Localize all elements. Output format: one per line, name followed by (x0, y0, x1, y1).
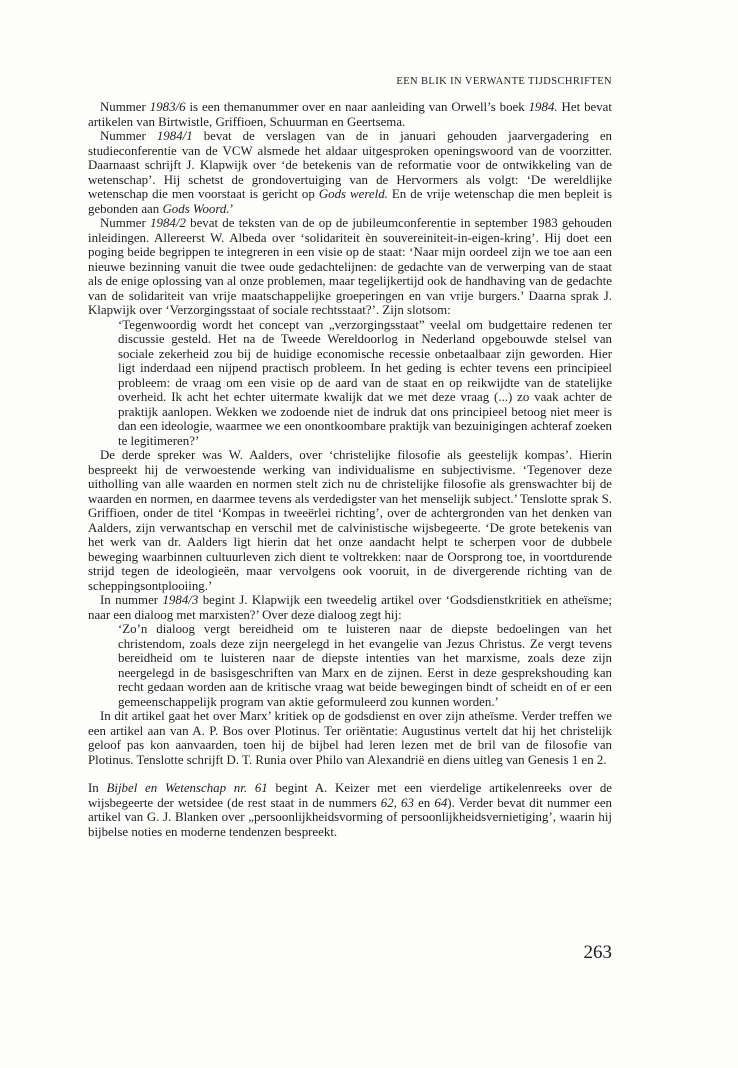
block-quote-klapwijk: ‘Tegenwoordig wordt het concept van „verzorgingsstaat” veelal om budgettaire redenen ter discussie gesteld. Het na de Tweede Wereldoorlog in Nederland opgebouwde stelsel van sociale zekerheid zou bij de huidige economische recessie onbetaalbaar zijn geworden. Hier ligt inderdaad een nijpend practisch probleem. In het geding is echter tevens een principieel probleem: de vraag om een visie op de aard van de staat en op reikwijdte van de statelijke overheid. Ik acht het echter uitermate kwalijk dat we met deze vraag (...) zo vaak achter de praktijk aanlopen. Wekken we zodoende niet de indruk dat ons principieel betoog niet meer is dan een ideologie, waarmee we een onontkoombare praktijk van bezuinigingen achteraf zoeken te legitimeren?’ (118, 317, 612, 448)
paragraph-aalders-griffioen: De derde spreker was W. Aalders, over ‘christelijke filosofie als geestelijk kompas’. Hierin bespreekt hij de verwoestende werking van individualisme en subjectivisme. ‘Tegenover deze uitholling van alle waarden en normen stelt zich nu de christelijke filosofie als grenswachter bij de waarden en normen, en daarmee tevens als verdedigster van het menselijk subject.’ Tenslotte sprak S. Griffioen, onder de titel ‘Kompas in tweeërlei richting’, over de achtergronden van het denken van Aalders, zijn verwantschap en verschil met de calvinistische wijsbegeerte. ‘De grote betekenis van het werk van dr. Aalders ligt hierin dat het onze aandacht helpt te scherpen voor de dubbele beweging waarbinnen cultuurleven zich dient te voltrekken: naar de Oorsprong toe, in voortdurende strijd tegen de ideologieën, maar vervolgens ook vooruit, in de divergerende richting van de scheppingsontplooiing.’ (88, 448, 612, 593)
section-gap (88, 767, 612, 781)
paragraph-nummer-1984-2: Nummer 1984/2 bevat de teksten van de op de jubileumconferentie in september 1983 gehouden inleidingen. Allereerst W. Albeda over ‘solidariteit èn souvereiniteit-in-eigen-kring’. Hij doet een poging beide begrippen te integreren in een visie op de staat: ‘Naar mijn oordeel zijn we toe aan een nieuwe bezinning vanuit die twee oude gedachtelijnen: de gedachte van de verwerping van de staat als de enige oplossing van al onze problemen, maar tegelijkertijd ook de handhaving van de gedachte van de solidariteit van vrije maatschappelijke groeperingen en van vrije burgers.’ Daarna sprak J. Klapwijk over ‘Verzorgingsstaat of sociale rechtsstaat?’. Zijn slotsom: (88, 216, 613, 317)
block-quote-dialoog: ‘Zo’n dialoog vergt bereidheid om te luisteren naar de diepste bedoelingen van het christendom, zoals deze zijn neergelegd in het evangelie van Jezus Christus. Ze vergt tevens bereidheid om te luisteren naar de diepste intenties van het marxisme, zoals deze zijn neergelegd in de basisgeschriften van Marx en de zijnen. Eerst in deze gesprekshouding kan recht gedaan worden aan de kritische vraag wat beide bewegingen bindt of scheidt en of er een gemeenschappelijk program van aktie geformuleerd zou kunnen worden.’ (118, 622, 612, 709)
body-text (88, 100, 612, 839)
paragraph-marx-plotinus: In dit artikel gaat het over Marx’ kritiek op de godsdienst en over zijn atheïsme. Verder treffen we een artikel aan van A. P. Bos over Plotinus. Ter oriëntatie: Augustinus vertelt dat hij het christelijk geloof pas kon aanvaarden, toen hij de bijbel had leren lezen met de bril van de filosofie van Plotinus. Tenslotte schrijft D. T. Runia over Philo van Alexandrië en diens uitleg van Genesis 1 en 2. (88, 709, 612, 767)
paragraph-nummer-1984-1: Nummer 1984/1 bevat de verslagen van de in januari gehouden jaarvergadering en studieconferentie van de VCW alsmede het aldaar uitgesproken openingswoord van de voorzitter. Daarnaast schrijft J. Klapwijk over ‘de betekenis van de reformatie voor de ontwikkeling van de wetenschap’. Hij schetst de grondovertuiging van de Hervormers als volgt: ‘De wereldlijke wetenschap die men voorstaat is gericht op Gods wereld. En de vrije wetenschap die men bepleit is gebonden aan Gods Woord.’ (88, 129, 613, 216)
running-head: EEN BLIK IN VERWANTE TIJDSCHRIFTEN (396, 76, 612, 87)
paragraph-nummer-1983-6: Nummer 1983/6 is een themanummer over en naar aanleiding van Orwell’s boek 1984. Het bevat artikelen van Birtwistle, Griffioen, Schuurman en Geertsema. (88, 100, 612, 129)
paragraph-nummer-1984-3: In nummer 1984/3 begint J. Klapwijk een tweedelig artikel over ‘Godsdienstkritiek en atheïsme; naar een dialoog met marxisten?’ Over deze dialoog zegt hij: (88, 593, 612, 622)
page-number: 263 (583, 942, 612, 963)
paragraph-bijbel-en-wetenschap: In Bijbel en Wetenschap nr. 61 begint A. Keizer met een vierdelige artikelenreeks over de wijsbegeerte der wetsidee (de rest staat in de nummers 62, 63 en 64). Verder bevat dit nummer een artikel van G. J. Blanken over „persoonlijkheidsvorming of persoonlijkheidsvernietiging’, waarin hij bijbelse noties en moderne tendenzen bespreekt. (88, 781, 612, 839)
